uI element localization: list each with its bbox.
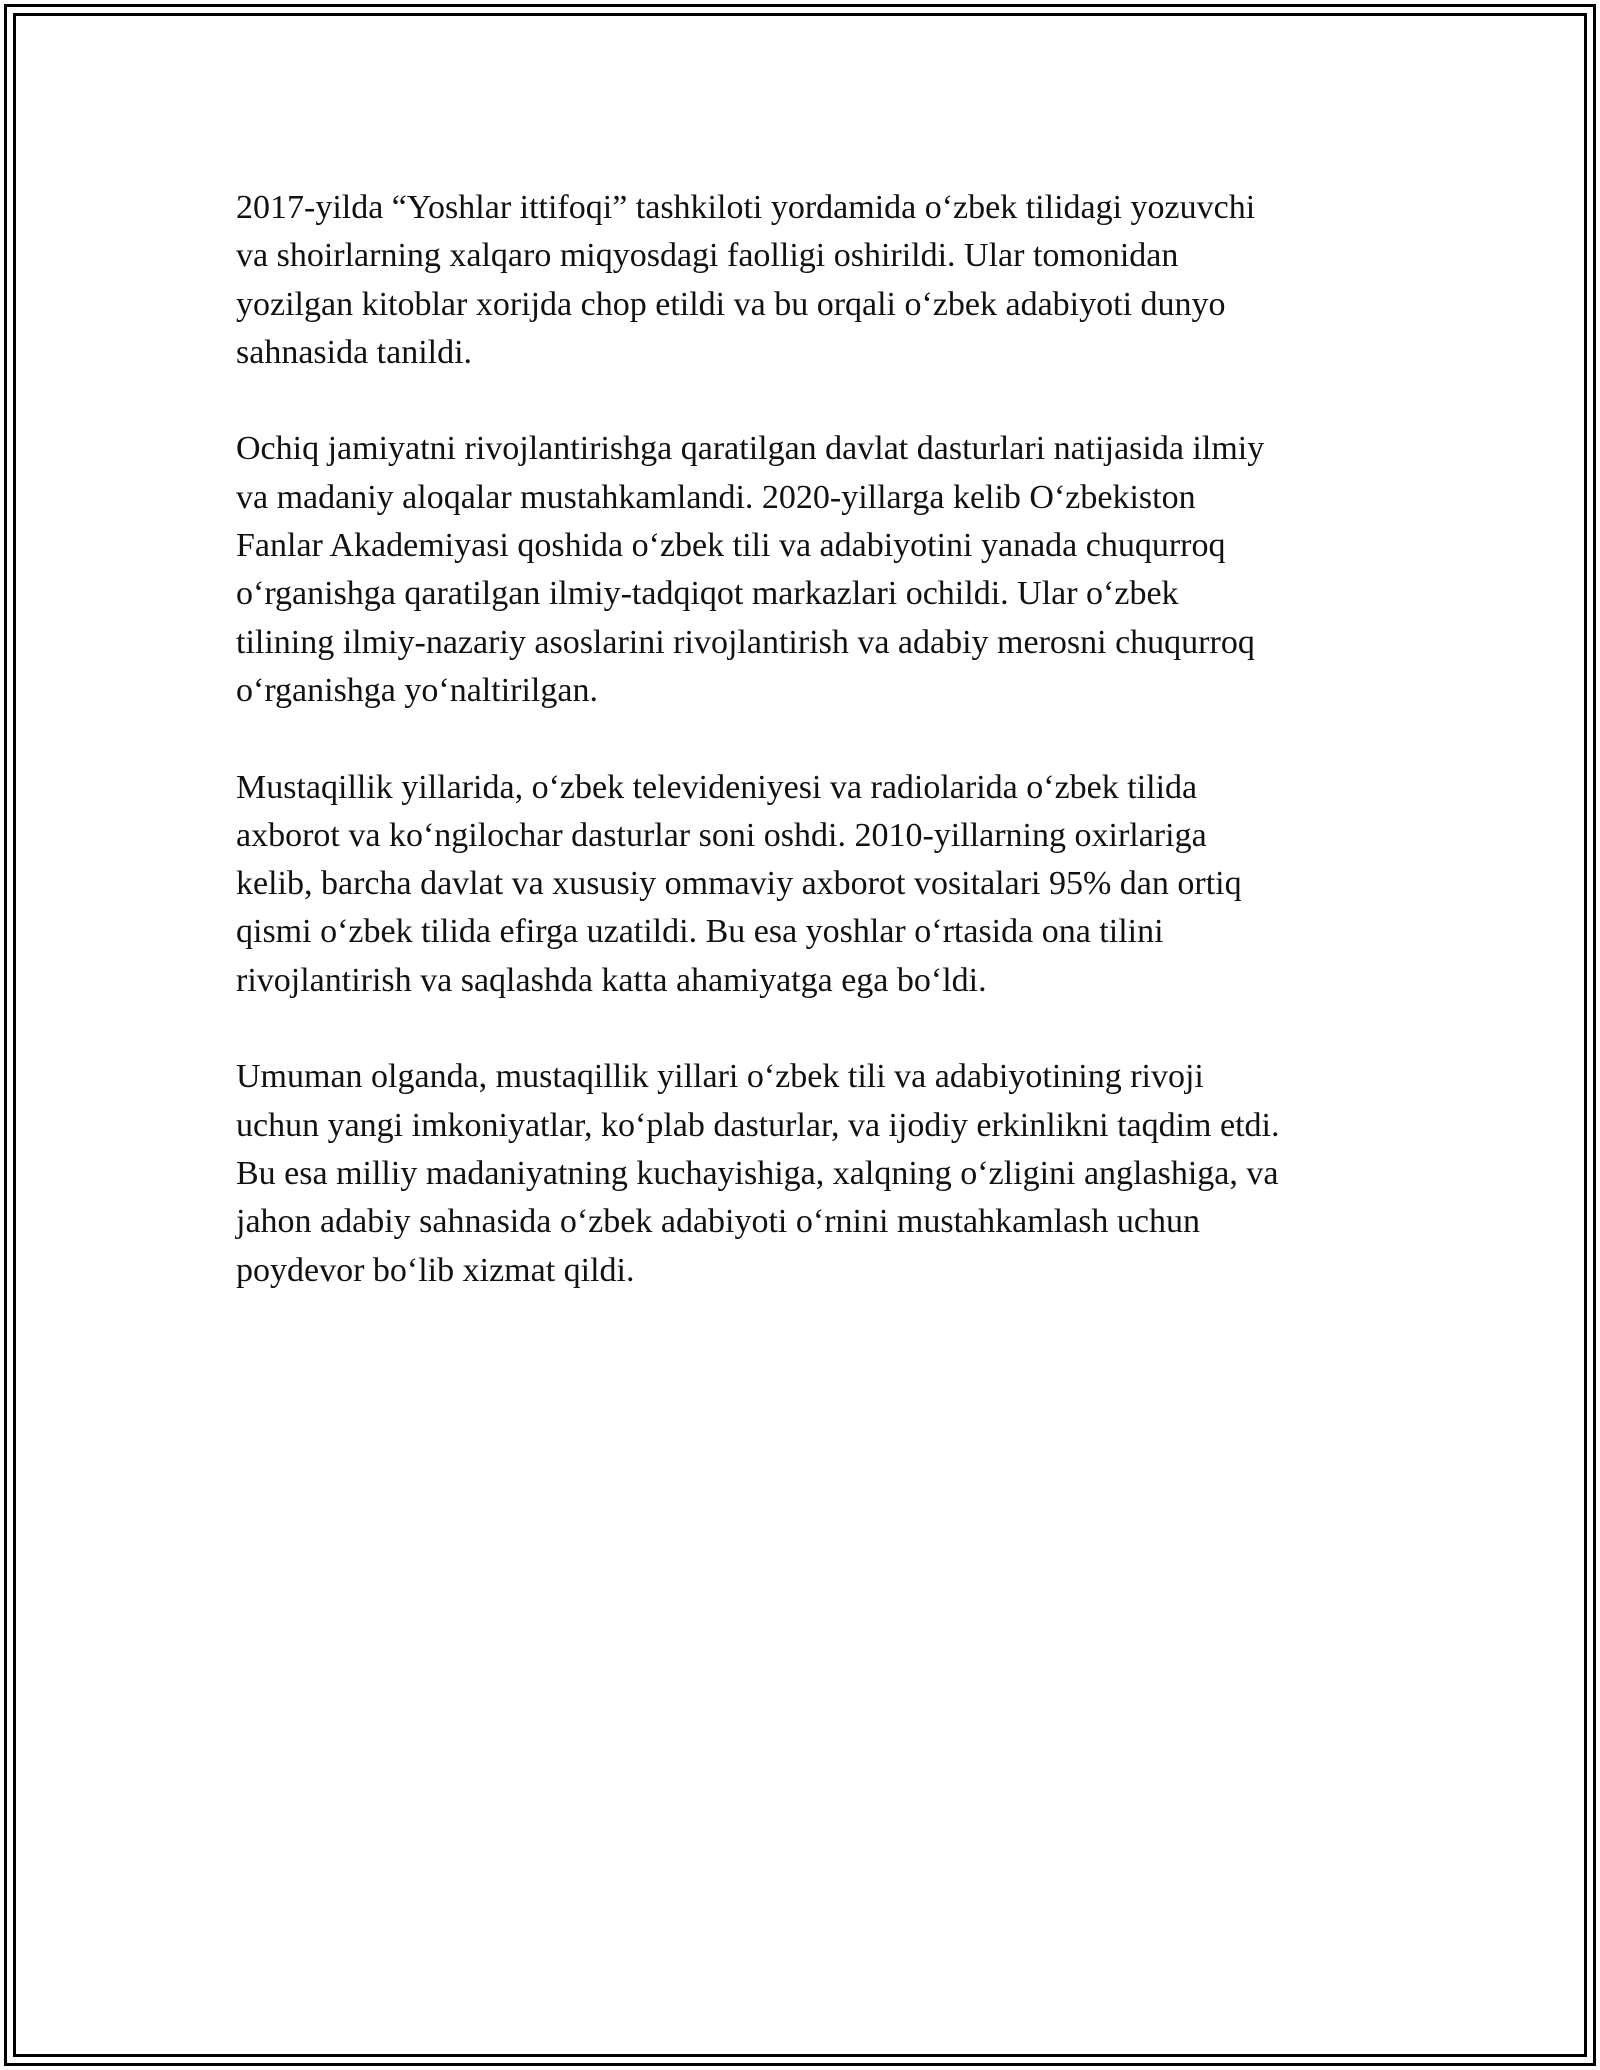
text-line: Mustaqillik yillarida, o‘zbek televideniyesi va radiolarida o‘zbek tilida xyxy=(236,768,1198,806)
text-line: Fanlar Akademiyasi qoshida o‘zbek tili va adabiyotini yanada chuqurroq xyxy=(236,527,1226,565)
text-line: jahon adabiy sahnasida o‘zbek adabiyoti o‘rnini mustahkamlash uchun xyxy=(236,1203,1201,1241)
text-line: sahnasida tanildi. xyxy=(236,333,473,371)
text-line: va madaniy aloqalar mustahkamlandi. 2020-yillarga kelib O‘zbekiston xyxy=(236,478,1196,516)
text-line: axborot va ko‘ngilochar dasturlar soni oshdi. 2010-yillarning oxirlariga xyxy=(236,816,1207,854)
text-line: rivojlantirish va saqlashda katta ahamiyatga ega bo‘ldi. xyxy=(236,961,987,999)
text-line: yozilgan kitoblar xorijda chop etildi va bu orqali o‘zbek adabiyoti dunyo xyxy=(236,285,1226,323)
text-line: 2017-yilda “Yoshlar ittifoqi” tashkiloti yordamida o‘zbek tilidagi yozuvchi xyxy=(236,189,1256,226)
paragraph-3 xyxy=(236,764,1376,1005)
paragraph-2 xyxy=(236,425,1376,715)
paragraph-1 xyxy=(236,184,1376,377)
text-line: poydevor bo‘lib xizmat qildi. xyxy=(236,1251,635,1289)
text-line: Umuman olganda, mustaqillik yillari o‘zbek tili va adabiyotining rivoji xyxy=(236,1058,1204,1096)
text-line: uchun yangi imkoniyatlar, ko‘plab dasturlar, va ijodiy erkinlikni taqdim etdi. xyxy=(236,1106,1280,1144)
text-line: Ochiq jamiyatni rivojlantirishga qaratilgan davlat dasturlari natijasida ilmiy xyxy=(236,430,1265,468)
text-line: va shoirlarning xalqaro miqyosdagi faolligi oshirildi. Ular tomonidan xyxy=(236,237,1179,275)
text-line: o‘rganishga qaratilgan ilmiy-tadqiqot markazlari ochildi. Ular o‘zbek xyxy=(236,575,1179,613)
paragraph-4 xyxy=(236,1053,1376,1294)
text-line: tilining ilmiy-nazariy asoslarini rivojlantirish va adabiy merosni chuqurroq xyxy=(236,623,1255,661)
text-line: Bu esa milliy madaniyatning kuchayishiga, xalqning o‘zligini anglashiga, va xyxy=(236,1154,1279,1192)
text-line: o‘rganishga yo‘naltirilgan. xyxy=(236,671,598,709)
text-line: qismi o‘zbek tilida efirga uzatildi. Bu esa yoshlar o‘rtasida ona tilini xyxy=(236,913,1164,951)
document-body xyxy=(236,184,1376,1343)
text-line: kelib, barcha davlat va xususiy ommaviy axborot vositalari 95% dan ortiq xyxy=(236,865,1242,903)
